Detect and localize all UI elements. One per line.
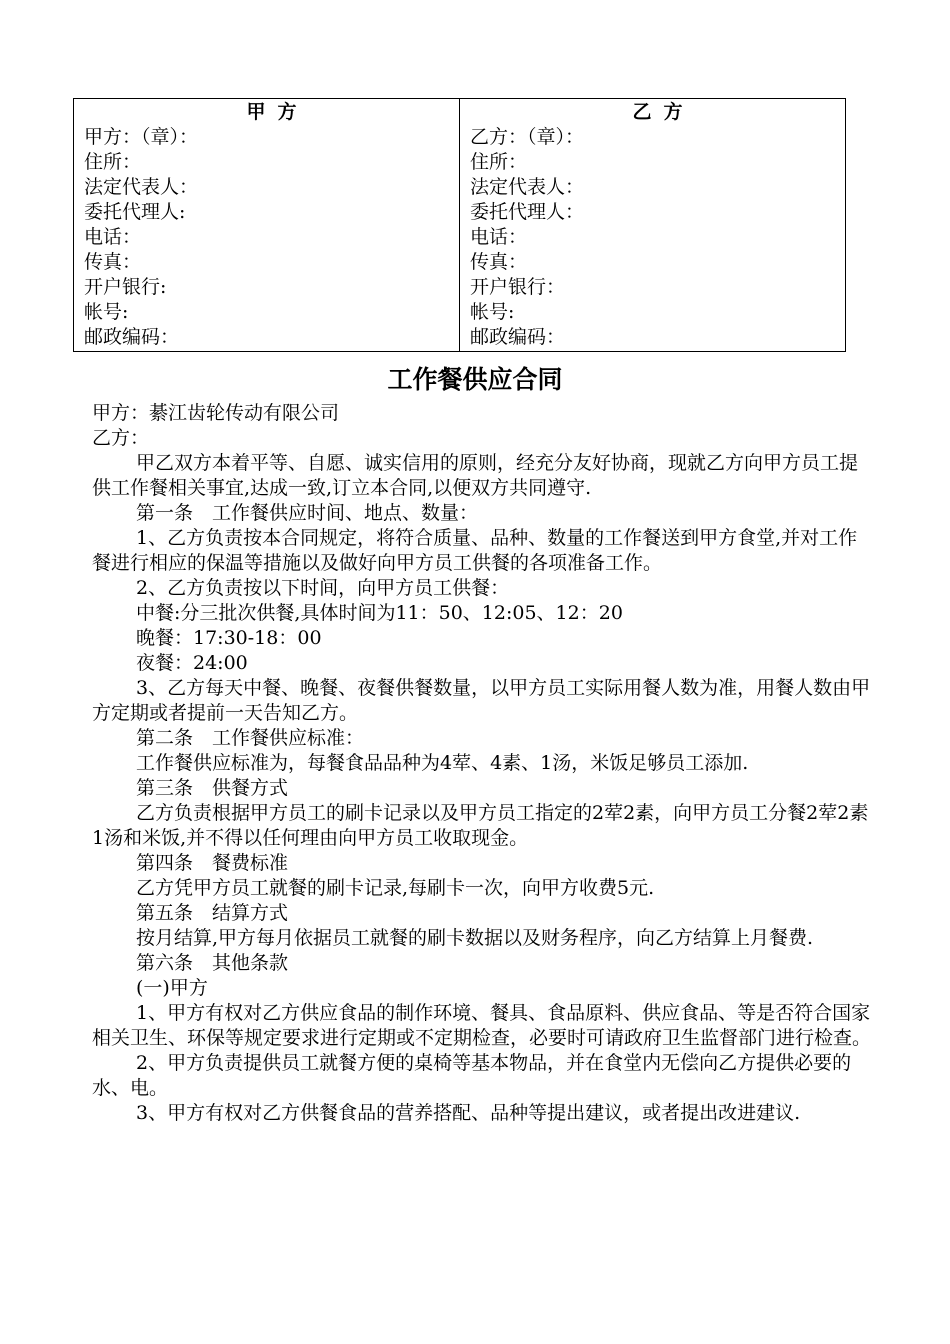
party-yi-bank: 开户银行： [470, 276, 566, 298]
contract-paragraph: 第六条 其他条款 [136, 952, 289, 974]
contract-paragraph: 乙方凭甲方员工就餐的刷卡记录,每刷卡一次，向甲方收费5元. [136, 877, 655, 899]
party-yi-postcode: 邮政编码： [470, 326, 566, 348]
contract-paragraph: 第五条 结算方式 [136, 902, 289, 924]
contract-paragraph: 工作餐供应标准为，每餐食品品种为4荤、4素、1汤，米饭足够员工添加. [136, 752, 749, 774]
contract-paragraph: 甲乙双方本着平等、自愿、诚实信用的原则，经充分友好协商，现就乙方向甲方员工提供工作餐相关事宜,达成一致,订立本合同,以便双方共同遵守. [92, 452, 859, 499]
party-jia-header: 甲方 [246, 101, 309, 123]
contract-paragraph: 3、甲方有权对乙方供餐食品的营养搭配、品种等提出建议，或者提出改进建议. [136, 1102, 801, 1124]
contract-paragraph: 3、乙方每天中餐、晚餐、夜餐供餐数量，以甲方员工实际用餐人数为准，用餐人数由甲方定期或者提前一天告知乙方。 [92, 677, 871, 724]
party-jia-column [74, 99, 459, 351]
party-jia-agent: 委托代理人: [84, 201, 186, 223]
contract-body [92, 401, 874, 1126]
contract-paragraph: 第三条 供餐方式 [136, 777, 289, 799]
party-yi-header: 乙方 [632, 101, 695, 123]
party-yi-phone: 电话： [470, 226, 528, 248]
party-yi-column [459, 99, 845, 351]
contract-paragraph: 1、甲方有权对乙方供应食品的制作环境、餐具、食品原料、供应食品、等是否符合国家相关卫生、环保等规定要求进行定期或不定期检查，必要时可请政府卫生监督部门进行检查。 [92, 1002, 872, 1049]
party-jia-phone: 电话： [84, 226, 142, 248]
contract-paragraph: 中餐:分三批次供餐,具体时间为11：50、12:05、12：20 [136, 602, 623, 624]
contract-paragraph: 第二条 工作餐供应标准： [136, 727, 365, 749]
contract-paragraph: 乙方负责根据甲方员工的刷卡记录以及甲方员工指定的2荤2素，向甲方员工分餐2荤2素1汤和米饭,并不得以任何理由向甲方员工收取现金。 [92, 802, 869, 849]
contract-paragraph: 晚餐：17:30-18：00 [136, 627, 322, 649]
contract-paragraph: 2、甲方负责提供员工就餐方便的桌椅等基本物品，并在食堂内无偿向乙方提供必要的水、电。 [92, 1052, 852, 1099]
contract-paragraph: 2、乙方负责按以下时间，向甲方员工供餐： [136, 577, 510, 599]
party-yi-agent: 委托代理人： [470, 201, 585, 223]
party-yi-legal-rep: 法定代表人： [470, 176, 585, 198]
party-jia-postcode: 邮政编码： [84, 326, 180, 348]
contract-paragraph: 第一条 工作餐供应时间、地点、数量： [136, 502, 479, 524]
contract-paragraph: 乙方： [92, 427, 150, 449]
party-yi-address: 住所： [470, 151, 528, 173]
party-jia-bank: 开户银行: [84, 276, 167, 298]
contract-paragraph: 1、乙方负责按本合同规定，将符合质量、品种、数量的工作餐送到甲方食堂,并对工作餐进行相应的保温等措施以及做好向甲方员工供餐的各项准备工作。 [92, 527, 858, 574]
contract-paragraph: (一)甲方 [136, 977, 208, 999]
contract-title: 工作餐供应合同 [387, 365, 563, 394]
party-jia-legal-rep: 法定代表人： [84, 176, 199, 198]
party-yi-seal: 乙方：（章）： [470, 126, 585, 148]
contract-paragraph: 按月结算,甲方每月依据员工就餐的刷卡数据以及财务程序，向乙方结算上月餐费. [136, 927, 814, 949]
party-jia-address: 住所： [84, 151, 142, 173]
contract-paragraph: 甲方：綦江齿轮传动有限公司 [92, 402, 340, 424]
party-yi-fax: 传真： [470, 251, 528, 273]
party-jia-account: 帐号: [84, 301, 129, 323]
party-info-table [73, 98, 846, 352]
party-yi-account: 帐号: [470, 301, 515, 323]
party-jia-seal: 甲方：（章）： [84, 126, 199, 148]
party-jia-fax: 传真： [84, 251, 142, 273]
contract-paragraph: 第四条 餐费标准 [136, 852, 289, 874]
contract-paragraph: 夜餐：24:00 [136, 652, 248, 674]
